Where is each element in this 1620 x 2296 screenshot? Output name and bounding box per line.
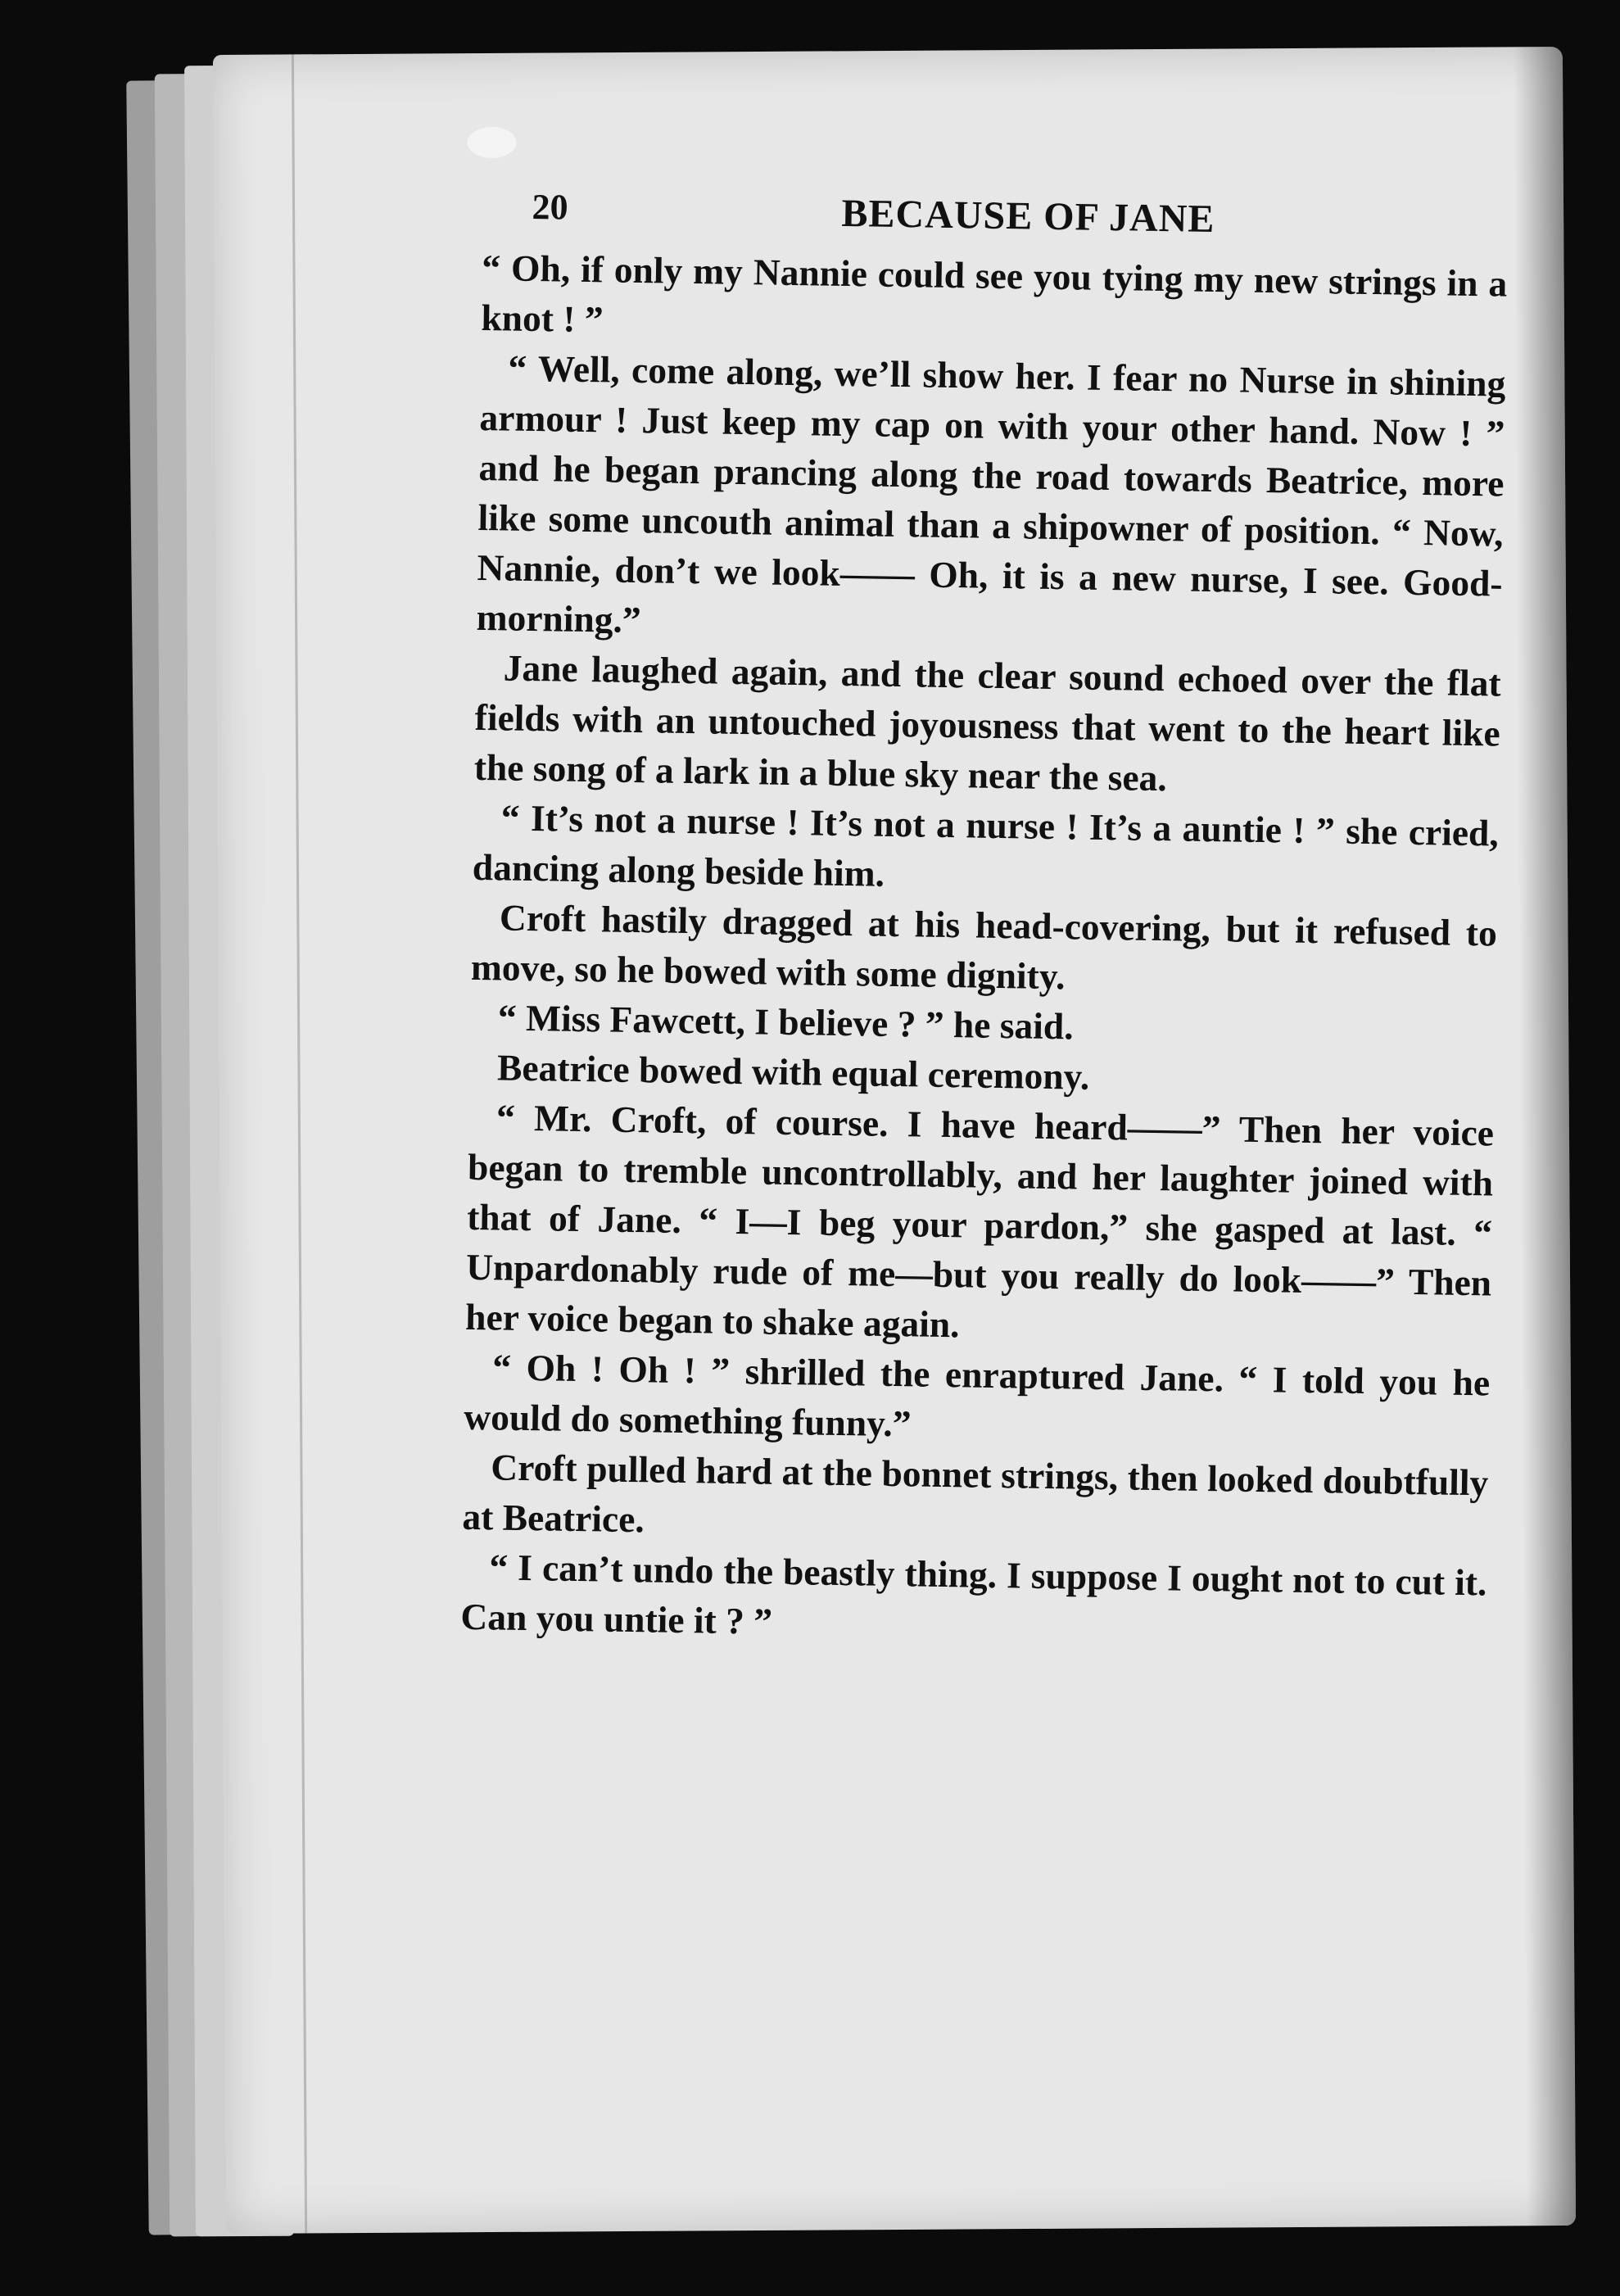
paragraph: “ Oh, if only my Nannie could see you tying my new strings in a knot ! ” xyxy=(481,246,1508,341)
page-content xyxy=(460,185,1509,1657)
paragraph: “ Mr. Croft, of course. I have heard——” Then her voice began to tremble uncontrollably, and her laughter joined with that of Jane. “ I—I beg your pardon,” she gasped at last. “ Unpardonably rude of me—but you really do look——” Then her voice began to shake again. xyxy=(464,1096,1495,1346)
paragraph: “ Oh ! Oh ! ” shrilled the enraptured Jane. “ I told you he would do something funny.” xyxy=(463,1346,1491,1445)
paragraph: Croft pulled hard at the bonnet strings, then looked doubtfully at Beatrice. xyxy=(462,1446,1489,1541)
paragraph: “ Well, come along, we’ll show her. I fear no Nurse in shining armour ! Just keep my cap on with your other hand. Now ! ” and he began prancing along the road towards Beatrice, more like some uncouth animal than a shipowner of position. “ Now, Nannie, don’t we look—— Oh, it is a new nurse, I see. Good-morning.” xyxy=(476,346,1506,641)
paragraph: “ I can’t undo the beastly thing. I suppose I ought not to cut it. Can you untie it ? ” xyxy=(460,1546,1487,1642)
page-number: 20 xyxy=(532,186,568,228)
paragraph: Croft hastily dragged at his head-covering, but it refused to move, so he bowed with some dignity. xyxy=(470,896,1498,998)
running-title: BECAUSE OF JANE xyxy=(841,191,1215,242)
paragraph: “ It’s not a nurse ! It’s not a nurse ! It’s a auntie ! ” she cried, dancing along beside him. xyxy=(472,796,1500,894)
paragraph: “ Miss Fawcett, I believe ? ” he said. xyxy=(497,996,1074,1048)
binding-crease xyxy=(292,54,307,2233)
paper-blemish xyxy=(467,127,516,158)
page-gutter-shadow xyxy=(1514,47,1576,2226)
body-text xyxy=(460,242,1508,1657)
paragraph: Jane laughed again, and the clear sound echoed over the flat fields with an untouched joyousness that went to the heart like the song of a lark in a blue sky near the sea. xyxy=(473,646,1502,799)
paragraph: Beatrice bowed with equal ceremony. xyxy=(496,1046,1090,1098)
